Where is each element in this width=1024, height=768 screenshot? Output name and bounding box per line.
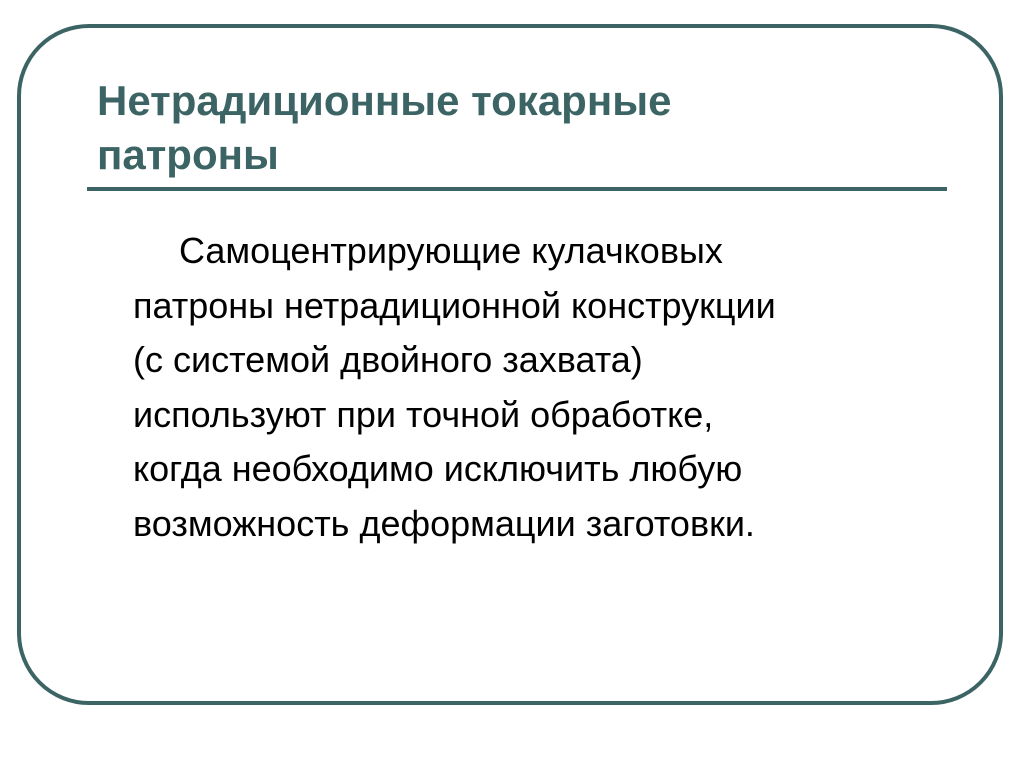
slide-title <box>97 74 897 182</box>
body-line-3: (с системой двойного захвата) <box>133 339 643 380</box>
body-paragraph <box>133 224 963 551</box>
title-line-1: Нетрадиционные токарные <box>97 77 672 124</box>
body-line-1: Самоцентрирующие кулачковых <box>179 230 723 271</box>
body-line-5: когда необходимо исключить любую <box>133 448 743 489</box>
title-divider <box>87 187 947 191</box>
body-line-4: используют при точной обработке, <box>133 393 714 435</box>
body-line-2: патроны нетрадиционной конструкции <box>133 284 776 326</box>
title-line-2: патроны <box>97 131 279 178</box>
body-line-6: возможность деформации заготовки. <box>133 502 755 544</box>
